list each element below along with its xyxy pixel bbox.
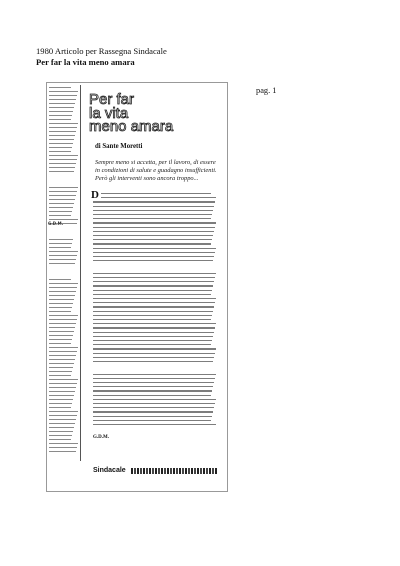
text-line [93,231,214,232]
text-line [49,339,72,340]
text-line [49,307,72,308]
headline-line: la vita [89,104,129,122]
article-headline [89,93,179,134]
text-line [93,357,214,358]
text-line [49,291,76,292]
text-line [49,163,76,164]
text-line [49,427,74,428]
text-line [49,215,71,216]
text-line [49,131,76,132]
text-line [49,107,74,108]
text-line [49,147,72,148]
text-line [49,239,73,240]
text-line [49,451,76,452]
text-line [93,374,216,375]
text-line [49,323,76,324]
text-line [49,403,72,404]
drop-cap: D [91,189,99,201]
text-line [49,351,77,352]
text-line [93,344,211,345]
text-line [49,155,78,156]
text-line [49,219,78,220]
text-line [49,343,71,344]
text-line [49,391,75,392]
document-header-title: Per far la vita meno amara [36,57,135,67]
left-column-text [47,83,80,491]
text-line [49,263,75,264]
text-line [49,199,75,200]
text-line [49,395,74,396]
text-line [93,214,212,215]
text-line [93,243,211,244]
text-line [93,340,212,341]
text-line [49,383,77,384]
headline-line: Per far [89,91,135,108]
text-line [93,348,216,349]
text-line [49,443,78,444]
text-line [93,323,216,324]
text-line [49,143,73,144]
text-line [93,399,216,400]
text-line [93,420,211,421]
text-line [49,111,73,112]
text-line [93,319,211,320]
headline-line: meno amara [89,118,174,135]
text-line [49,399,73,400]
text-line [49,303,73,304]
text-line [49,327,75,328]
text-line [93,390,212,391]
text-line [93,302,215,303]
text-line [93,395,211,396]
text-line [93,235,213,236]
text-line [93,273,216,274]
text-line [49,435,72,436]
column-divider [80,85,81,461]
text-line [93,252,215,253]
text-line [93,306,214,307]
text-line [49,135,75,136]
text-line [49,347,78,348]
text-line [49,299,74,300]
text-line [49,287,77,288]
text-line [93,277,215,278]
text-line [49,187,78,188]
text-line [49,355,76,356]
article [85,83,227,491]
text-line [49,203,74,204]
text-line [49,139,74,140]
text-line [49,423,75,424]
text-line [49,207,73,208]
text-line [49,335,73,336]
text-line [49,375,71,376]
text-line [93,315,212,316]
text-line [49,259,76,260]
text-line [93,201,215,202]
text-line [93,378,215,379]
text-line [49,359,75,360]
text-line [49,415,77,416]
text-line [93,227,215,228]
text-line [49,99,76,100]
text-line [93,290,212,291]
text-line [49,407,71,408]
text-line [93,294,211,295]
text-line [49,379,78,380]
text-line [93,206,214,207]
article-byline: di Sante Moretti [95,143,143,150]
text-line [93,382,214,383]
text-line [49,115,72,116]
text-line [49,295,75,296]
text-line [49,411,78,412]
text-line [49,123,78,124]
text-line [93,311,213,312]
text-line [101,193,211,194]
text-line [49,247,71,248]
text-line [49,211,72,212]
text-line [49,119,71,120]
text-line [93,424,216,425]
text-line [49,103,75,104]
newspaper-clipping [46,82,228,492]
text-line [49,171,74,172]
text-line [49,311,71,312]
text-line [93,386,213,387]
text-line [93,416,212,417]
text-line [93,403,215,404]
text-line [93,332,214,333]
text-line [49,195,76,196]
text-line [49,367,73,368]
document-header [36,46,167,68]
text-line [49,91,78,92]
document-header-line1: 1980 Articolo per Rassegna Sindacale [36,46,167,56]
article-signoff: G.D.M. [93,435,109,440]
text-line [101,197,216,198]
text-line [49,371,72,372]
text-line [93,260,213,261]
text-line [49,363,74,364]
text-line [49,243,72,244]
text-line [93,239,212,240]
text-line [93,222,216,223]
text-line [49,95,77,96]
text-line [93,281,214,282]
text-line [93,218,211,219]
text-line [93,353,215,354]
text-line [49,431,73,432]
text-line [49,191,77,192]
text-line [49,419,76,420]
text-line [49,151,71,152]
text-line [49,319,77,320]
text-line [49,127,77,128]
article-subtitle: Sempre meno si accetta, per il lavoro, di essere in condizioni di salute e guadagno insufficienti. Però gli interventi sono ancora troppo... [95,159,217,182]
text-line [49,159,77,160]
page-number: pag. 1 [256,86,277,95]
text-line [49,87,71,88]
footer-label: Sindacale [93,467,126,474]
text-line [49,283,78,284]
text-line [93,361,213,362]
text-line [49,167,75,168]
text-line [93,298,216,299]
text-line [49,251,78,252]
text-line [93,256,214,257]
text-line [49,447,77,448]
text-line [49,255,77,256]
text-line [93,327,215,328]
footer-strip [131,468,217,474]
text-line [49,279,71,280]
left-column-signature: G.D.M. [48,221,64,226]
text-line [93,407,214,408]
text-line [93,248,216,249]
text-line [49,439,71,440]
text-line [49,331,74,332]
text-line [49,387,76,388]
text-line [93,285,213,286]
text-line [93,411,213,412]
text-line [93,336,213,337]
text-line [93,210,213,211]
text-line [49,315,78,316]
